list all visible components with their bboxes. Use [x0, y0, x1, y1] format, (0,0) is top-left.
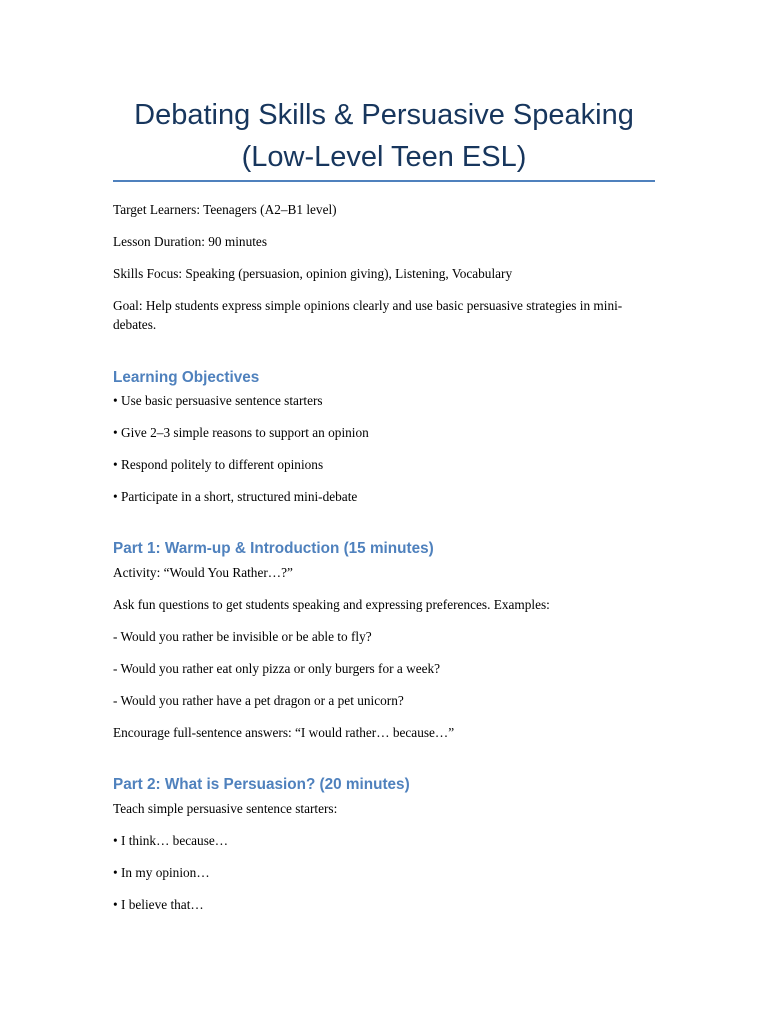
- objective-item: • Respond politely to different opinions: [113, 457, 324, 472]
- part1-heading: Part 1: Warm-up & Introduction (15 minutes): [113, 540, 434, 557]
- part2-heading: Part 2: What is Persuasion? (20 minutes): [113, 776, 410, 793]
- starter-item: • I believe that…: [113, 897, 204, 912]
- objective-item: • Give 2–3 simple reasons to support an opinion: [113, 425, 369, 440]
- part1-encourage: Encourage full-sentence answers: “I would rather… because…”: [113, 725, 455, 740]
- part2-intro: Teach simple persuasive sentence starters:: [113, 801, 338, 816]
- objective-item: • Participate in a short, structured mini-debate: [113, 489, 358, 504]
- title-underline: [113, 180, 655, 182]
- part1-example: - Would you rather eat only pizza or only burgers for a week?: [113, 661, 441, 676]
- title-line-2: (Low-Level Teen ESL): [241, 141, 527, 173]
- title-line-1: Debating Skills & Persuasive Speaking: [134, 99, 634, 131]
- part1-example: - Would you rather be invisible or be able to fly?: [113, 629, 372, 644]
- target-learners: Target Learners: Teenagers (A2–B1 level): [113, 202, 337, 217]
- part1-example: - Would you rather have a pet dragon or a pet unicorn?: [113, 693, 404, 708]
- part1-intro: Ask fun questions to get students speaking and expressing preferences. Examples:: [113, 597, 550, 612]
- lesson-duration: Lesson Duration: 90 minutes: [113, 234, 268, 249]
- objective-item: • Use basic persuasive sentence starters: [113, 393, 323, 408]
- skills-focus: Skills Focus: Speaking (persuasion, opinion giving), Listening, Vocabulary: [113, 266, 513, 281]
- learning-objectives-heading: Learning Objectives: [113, 369, 260, 386]
- part1-activity: Activity: “Would You Rather…?”: [113, 565, 293, 580]
- document-title: [113, 94, 655, 178]
- starter-item: • In my opinion…: [113, 865, 210, 880]
- starter-item: • I think… because…: [113, 833, 229, 848]
- lesson-goal: Goal: Help students express simple opinions clearly and use basic persuasive strategies in mini-debates.: [113, 298, 623, 332]
